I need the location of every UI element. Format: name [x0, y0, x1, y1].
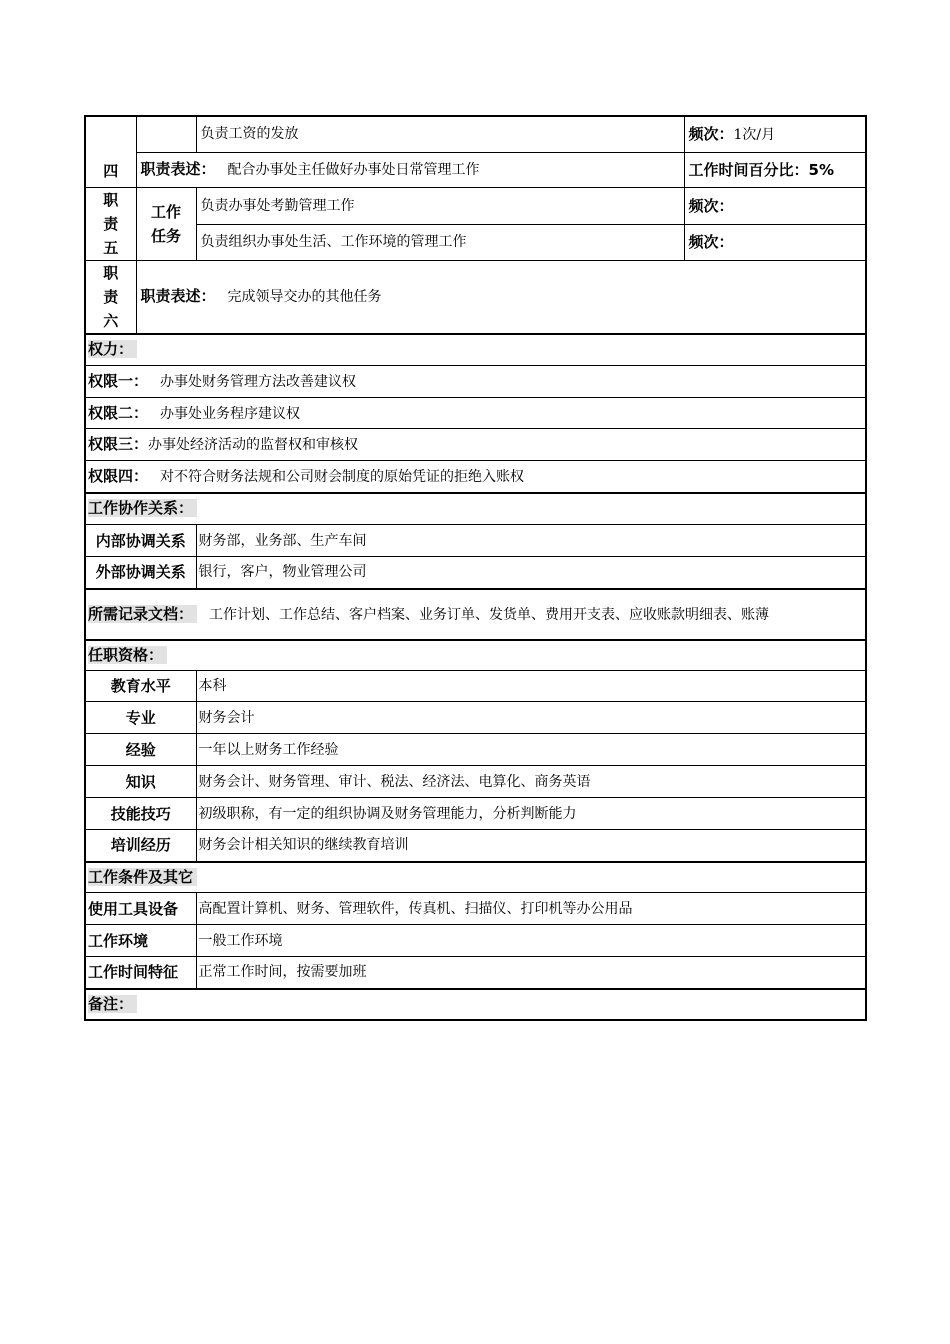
power-item-row — [85, 366, 866, 398]
power-item: 权限一： 办事处财务管理方法改善建议权 — [85, 366, 866, 398]
qualification-value: 财务会计、财务管理、审计、税法、经济法、电算化、商务英语 — [196, 766, 866, 798]
qualification-label: 技能技巧 — [85, 798, 196, 830]
qualification-row — [85, 830, 866, 862]
relations-row — [85, 525, 866, 557]
duty6-description: 职责表述： 完成领导交办的其他任务 — [136, 260, 866, 334]
duty5-task-frequency: 频次： — [684, 187, 866, 224]
qualification-label: 教育水平 — [85, 671, 196, 702]
power-item: 权限四： 对不符合财务法规和公司财会制度的原始凭证的拒绝入账权 — [85, 461, 866, 493]
condition-value: 一般工作环境 — [196, 925, 866, 957]
condition-label: 工作环境 — [85, 925, 196, 957]
power-item: 权限二： 办事处业务程序建议权 — [85, 398, 866, 429]
relations-label: 内部协调关系 — [85, 525, 196, 557]
power-item: 权限三：办事处经济活动的监督权和审核权 — [85, 429, 866, 461]
qualification-value: 初级职称，有一定的组织协调及财务管理能力，分析判断能力 — [196, 798, 866, 830]
condition-row — [85, 893, 866, 925]
job-description-table — [84, 115, 867, 1021]
notes-row — [85, 989, 866, 1020]
qualifications-header: 任职资格： — [85, 640, 866, 671]
duty5-task-frequency: 频次： — [684, 224, 866, 260]
condition-value: 正常工作时间，按需要加班 — [196, 957, 866, 989]
qualification-value: 一年以上财务工作经验 — [196, 734, 866, 766]
qualifications-header-row — [85, 640, 866, 671]
condition-label: 工作时间特征 — [85, 957, 196, 989]
duty4-task-row — [85, 116, 866, 152]
duty5-task-text: 负责办事处考勤管理工作 — [196, 187, 684, 224]
duty5-task-row-1 — [85, 187, 866, 224]
duty4-empty-cell — [136, 116, 196, 152]
qualification-label: 培训经历 — [85, 830, 196, 862]
notes-cell: 备注： — [85, 989, 866, 1020]
power-header: 权力： — [85, 334, 866, 366]
duty5-time-percentage: 工作时间百分比：5% — [684, 152, 866, 187]
qualification-row — [85, 798, 866, 830]
relations-value: 银行，客户，物业管理公司 — [196, 557, 866, 589]
qualification-label: 知识 — [85, 766, 196, 798]
duty6-row — [85, 260, 866, 334]
relations-row — [85, 557, 866, 589]
power-header-row — [85, 334, 866, 366]
conditions-header: 工作条件及其它 — [85, 862, 866, 893]
duty4-label: 四 — [85, 116, 136, 187]
relations-header: 工作协作关系： — [85, 493, 866, 525]
qualification-row — [85, 766, 866, 798]
qualification-value: 本科 — [196, 671, 866, 702]
qualification-label: 专业 — [85, 702, 196, 734]
duty5-desc-row — [85, 152, 866, 187]
conditions-header-row — [85, 862, 866, 893]
power-item-row — [85, 461, 866, 493]
duty4-frequency: 频次：1次/月 — [684, 116, 866, 152]
qualification-label: 经验 — [85, 734, 196, 766]
condition-label: 使用工具设备 — [85, 893, 196, 925]
power-item-row — [85, 398, 866, 429]
records-row — [85, 589, 866, 640]
relations-value: 财务部，业务部、生产车间 — [196, 525, 866, 557]
duty5-task-label: 工作 任务 — [136, 187, 196, 260]
relations-label: 外部协调关系 — [85, 557, 196, 589]
power-item-row — [85, 429, 866, 461]
qualification-row — [85, 702, 866, 734]
condition-row — [85, 957, 866, 989]
job-description-sheet — [84, 115, 865, 1021]
condition-row — [85, 925, 866, 957]
qualification-value: 财务会计 — [196, 702, 866, 734]
condition-value: 高配置计算机、财务、管理软件，传真机、扫描仪、打印机等办公用品 — [196, 893, 866, 925]
relations-header-row — [85, 493, 866, 525]
records-cell: 所需记录文档： 工作计划、工作总结、客户档案、业务订单、发货单、费用开支表、应收账款明细表、账薄 — [85, 589, 866, 640]
duty5-label: 职 责 五 — [85, 187, 136, 260]
duty5-task-text: 负责组织办事处生活、工作环境的管理工作 — [196, 224, 684, 260]
qualification-value: 财务会计相关知识的继续教育培训 — [196, 830, 866, 862]
duty6-label: 职 责 六 — [85, 260, 136, 334]
duty5-task-row-2 — [85, 224, 866, 260]
duty4-task-text: 负责工资的发放 — [196, 116, 684, 152]
duty5-description: 职责表述： 配合办事处主任做好办事处日常管理工作 — [136, 152, 684, 187]
qualification-row — [85, 671, 866, 702]
qualification-row — [85, 734, 866, 766]
